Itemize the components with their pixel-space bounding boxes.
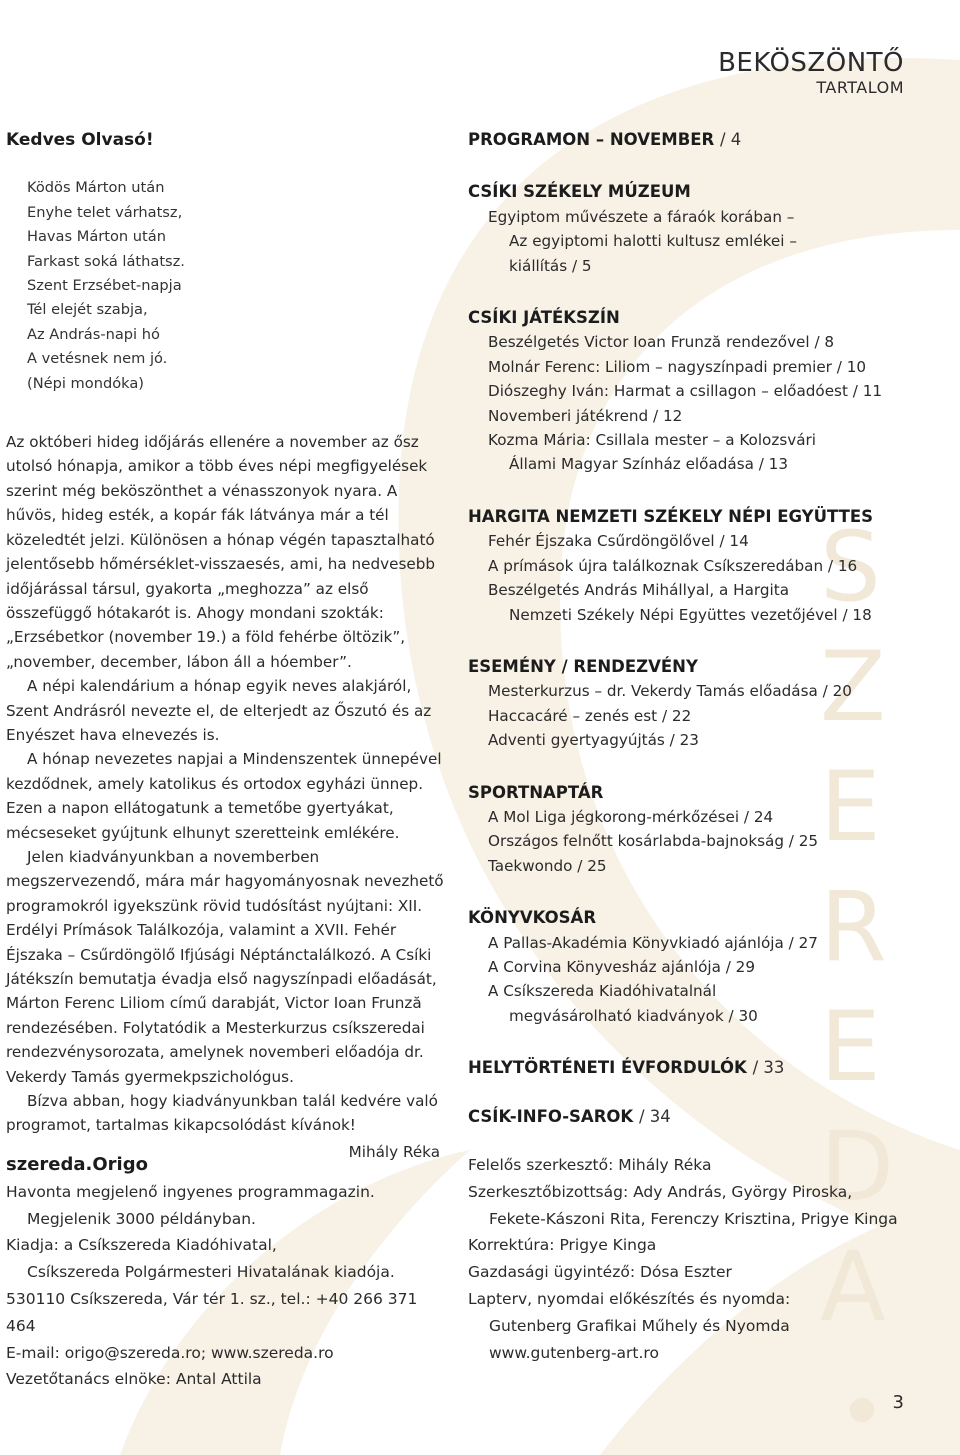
signature: Mihály Réka: [348, 1142, 440, 1161]
toc-item[interactable]: A Csíkszereda Kiadóhivatalnál: [488, 982, 717, 1001]
svg-text:R: R: [820, 871, 887, 983]
toc-item[interactable]: A Pallas-Akadémia Könyvkiadó ajánlója / 27: [488, 933, 818, 952]
toc-item[interactable]: Fehér Éjszaka Csűrdöngölővel / 14: [488, 532, 749, 551]
toc-item[interactable]: Országos felnőtt kosárlabda-bajnokság / 25: [488, 832, 819, 851]
toc-page-number: / 4: [720, 130, 742, 149]
credit-line: Felelős szerkesztő: Mihály Réka: [468, 1156, 712, 1174]
toc-section-title[interactable]: CSÍKI SZÉKELY MÚZEUM: [468, 182, 691, 202]
svg-text:A: A: [820, 1231, 886, 1343]
imprint-line: Kiadja: a Csíkszereda Kiadóhivatal,: [6, 1236, 277, 1255]
editorial-paragraph: Az októberi hideg időjárás ellenére a november az ősz utolsó hónapja, amikor a több éves népi megfigyelések szerint még beköszönthet a vénasszonyok nyara. A hűvös, hideg esték, a kopár fák látványa már a tél közeledtét jelzi. Különösen a hónap végén tapasztalható jelentősebb hőmérséklet-visszaesés, ami, ha nedvesebb időjárással társul, gyakorta „meghozza” az első összefüggő hótakarót is. Ahogy mondani szokták: „Erzsébetkor (november 19.) a föld fehérbe öltözik”, „november, december, lábon áll a hóember”.: [6, 433, 436, 671]
toc-section-title[interactable]: [468, 1105, 888, 1129]
toc-section-title[interactable]: HARGITA NEMZETI SZÉKELY NÉPI EGYÜTTES: [468, 506, 874, 526]
toc-item[interactable]: Diószeghy Iván: Harmat a csillagon – előadóest / 11: [488, 382, 883, 401]
toc-section-title[interactable]: [468, 128, 888, 152]
editorial-paragraph: A hónap nevezetes napjai a Mindenszentek ünnepével kezdődnek, amely katolikus és ortodox egyházi ünnep. Ezen a napon ellátogatunk a temetőbe gyertyákat, mécseseket gyújtunk elhunyt szeretteink emlékére.: [6, 750, 442, 842]
toc-page-number: / 33: [752, 1058, 785, 1078]
section-subtitle: TARTALOM: [816, 78, 904, 97]
toc-item[interactable]: megvásárolható kiadványok / 30: [509, 1006, 758, 1025]
poem-line: Ködös Márton után: [27, 179, 165, 197]
toc-item[interactable]: Adventi gyertyagyújtás / 23: [488, 731, 699, 750]
credit-line: Korrektúra: Prigye Kinga: [468, 1236, 657, 1255]
toc-item[interactable]: Állami Magyar Színház előadása / 13: [509, 455, 789, 474]
toc-title-text: PROGRAMON – NOVEMBER: [468, 130, 715, 149]
section-header: [718, 48, 904, 98]
poem-line: Farkast soká láthatsz.: [27, 252, 185, 270]
imprint-line: Csíkszereda Polgármesteri Hivatalának kiadója.: [27, 1263, 395, 1282]
toc-item[interactable]: Taekwondo / 25: [488, 856, 607, 875]
toc-item[interactable]: Molnár Ferenc: Liliom – nagyszínpadi premier / 10: [488, 357, 867, 376]
poem-line: Tél elejét szabja,: [27, 301, 148, 319]
svg-text:D: D: [820, 1111, 894, 1223]
greeting-heading: Kedves Olvasó!: [6, 130, 154, 150]
folk-poem: [6, 176, 446, 396]
toc-section-title[interactable]: [468, 1056, 888, 1080]
toc-page-number: / 34: [638, 1106, 671, 1126]
section-title: BEKÖSZÖNTŐ: [718, 48, 904, 78]
editorial-column: [6, 128, 446, 1164]
toc-item[interactable]: A prímások újra találkoznak Csíkszeredában / 16: [488, 556, 858, 575]
poem-line: Az András-napi hó: [27, 325, 160, 343]
toc-item[interactable]: Haccacáré – zenés est / 22: [488, 706, 692, 725]
imprint-contact[interactable]: E-mail: origo@szereda.ro; www.szereda.ro: [6, 1343, 334, 1362]
poem-source: (Népi mondóka): [27, 374, 144, 392]
toc-item[interactable]: A Mol Liga jégkorong-mérkőzései / 24: [488, 807, 774, 826]
imprint: [6, 1152, 446, 1393]
editorial-paragraph: Jelen kiadványunkban a novemberben megszervezendő, mára már hagyományosnak nevezhető programokról igyekszünk rövid tudósítást nyújtani: XII. Erdélyi Prímások Találkozója, valamint a XVII. Fehér Éjszaka – Csűrdöngölő Ifjúsági Néptánctalálkozó. A Csíki Játékszín bemutatja évadja első nagyszínpadi előadását, Márton Ferenc Liliom című darabját, Victor Ioan Frunză rendezésében. Folytatódik a Mesterkurzus csíkszeredai rendezvénysorozata, amelynek novemberi előadója dr. Vekerdy Tamás gyermekpszichológus.: [6, 847, 444, 1086]
poem-line: A vetésnek nem jó.: [27, 350, 168, 368]
toc-section-title[interactable]: KÖNYVKOSÁR: [468, 908, 597, 928]
svg-text:Z: Z: [820, 631, 886, 743]
svg-text:E: E: [820, 991, 881, 1103]
poem-line: Havas Márton után: [27, 228, 166, 246]
toc-item[interactable]: Beszélgetés András Mihállyal, a Hargita: [488, 581, 790, 600]
toc-item[interactable]: Beszélgetés Victor Ioan Frunză rendezővel / 8: [488, 333, 835, 352]
imprint-line: Megjelenik 3000 példányban.: [27, 1209, 256, 1228]
toc-item[interactable]: A Corvina Könyvesház ajánlója / 29: [488, 957, 756, 976]
toc-section-title[interactable]: SPORTNAPTÁR: [468, 782, 604, 802]
svg-text:E: E: [820, 751, 881, 863]
imprint-address: 530110 Csíkszereda, Vár tér 1. sz., tel.: +40 266 371 464: [6, 1289, 418, 1335]
toc-item[interactable]: Novemberi játékrend / 12: [488, 406, 683, 425]
toc-item[interactable]: kiállítás / 5: [509, 256, 592, 275]
poem-line: Szent Erzsébet-napja: [27, 277, 182, 295]
table-of-contents: [468, 128, 888, 1129]
credit-line: Lapterv, nyomdai előkészítés és nyomda:: [468, 1289, 791, 1308]
toc-section-title[interactable]: CSÍKI JÁTÉKSZÍN: [468, 308, 620, 328]
editorial-paragraph: A népi kalendárium a hónap egyik neves alakjáról, Szent Andrásról nevezte el, de elterjedt az Őszutó és az Enyészet hava elnevezés is.: [6, 677, 432, 744]
toc-title-text: CSÍK-INFO-SAROK: [468, 1106, 634, 1126]
toc-item[interactable]: Az egyiptomi halotti kultusz emlékei –: [509, 232, 797, 251]
toc-item[interactable]: Nemzeti Székely Népi Együttes vezetőjével / 18: [509, 605, 872, 624]
magazine-brand: szereda.Origo: [6, 1154, 148, 1175]
toc-item[interactable]: Mesterkurzus – dr. Vekerdy Tamás előadása / 20: [488, 682, 852, 701]
printer-website-link[interactable]: www.gutenberg-art.ro: [489, 1343, 659, 1362]
toc-item[interactable]: Egyiptom művészete a fáraók korában –: [488, 207, 795, 226]
credit-line: Gazdasági ügyintéző: Dósa Eszter: [468, 1263, 732, 1282]
toc-item[interactable]: Kozma Mária: Csillala mester – a Kolozsvári: [488, 431, 816, 450]
page-number: 3: [892, 1392, 904, 1413]
toc-section-title[interactable]: ESEMÉNY / RENDEZVÉNY: [468, 656, 698, 676]
poem-line: Enyhe telet várhatsz,: [27, 203, 183, 221]
imprint-line: Havonta megjelenő ingyenes programmagazin.: [6, 1182, 375, 1201]
editorial-paragraph: Bízva abban, hogy kiadványunkban talál kedvére való programot, tartalmas kikapcsolódást kívánok!: [6, 1092, 438, 1135]
credit-line: Gutenberg Grafikai Műhely és Nyomda: [489, 1316, 790, 1335]
toc-title-text: HELYTÖRTÉNETI ÉVFORDULÓK: [468, 1058, 747, 1078]
imprint-line: Vezetőtanács elnöke: Antal Attila: [6, 1370, 262, 1389]
staff-credits: [468, 1152, 928, 1366]
credit-line: Szerkesztőbizottság: Ady András, György Piroska,: [468, 1182, 853, 1201]
svg-text:S: S: [820, 511, 881, 623]
credit-line: Fekete-Kászoni Rita, Ferenczy Krisztina, Prigye Kinga: [489, 1209, 898, 1228]
